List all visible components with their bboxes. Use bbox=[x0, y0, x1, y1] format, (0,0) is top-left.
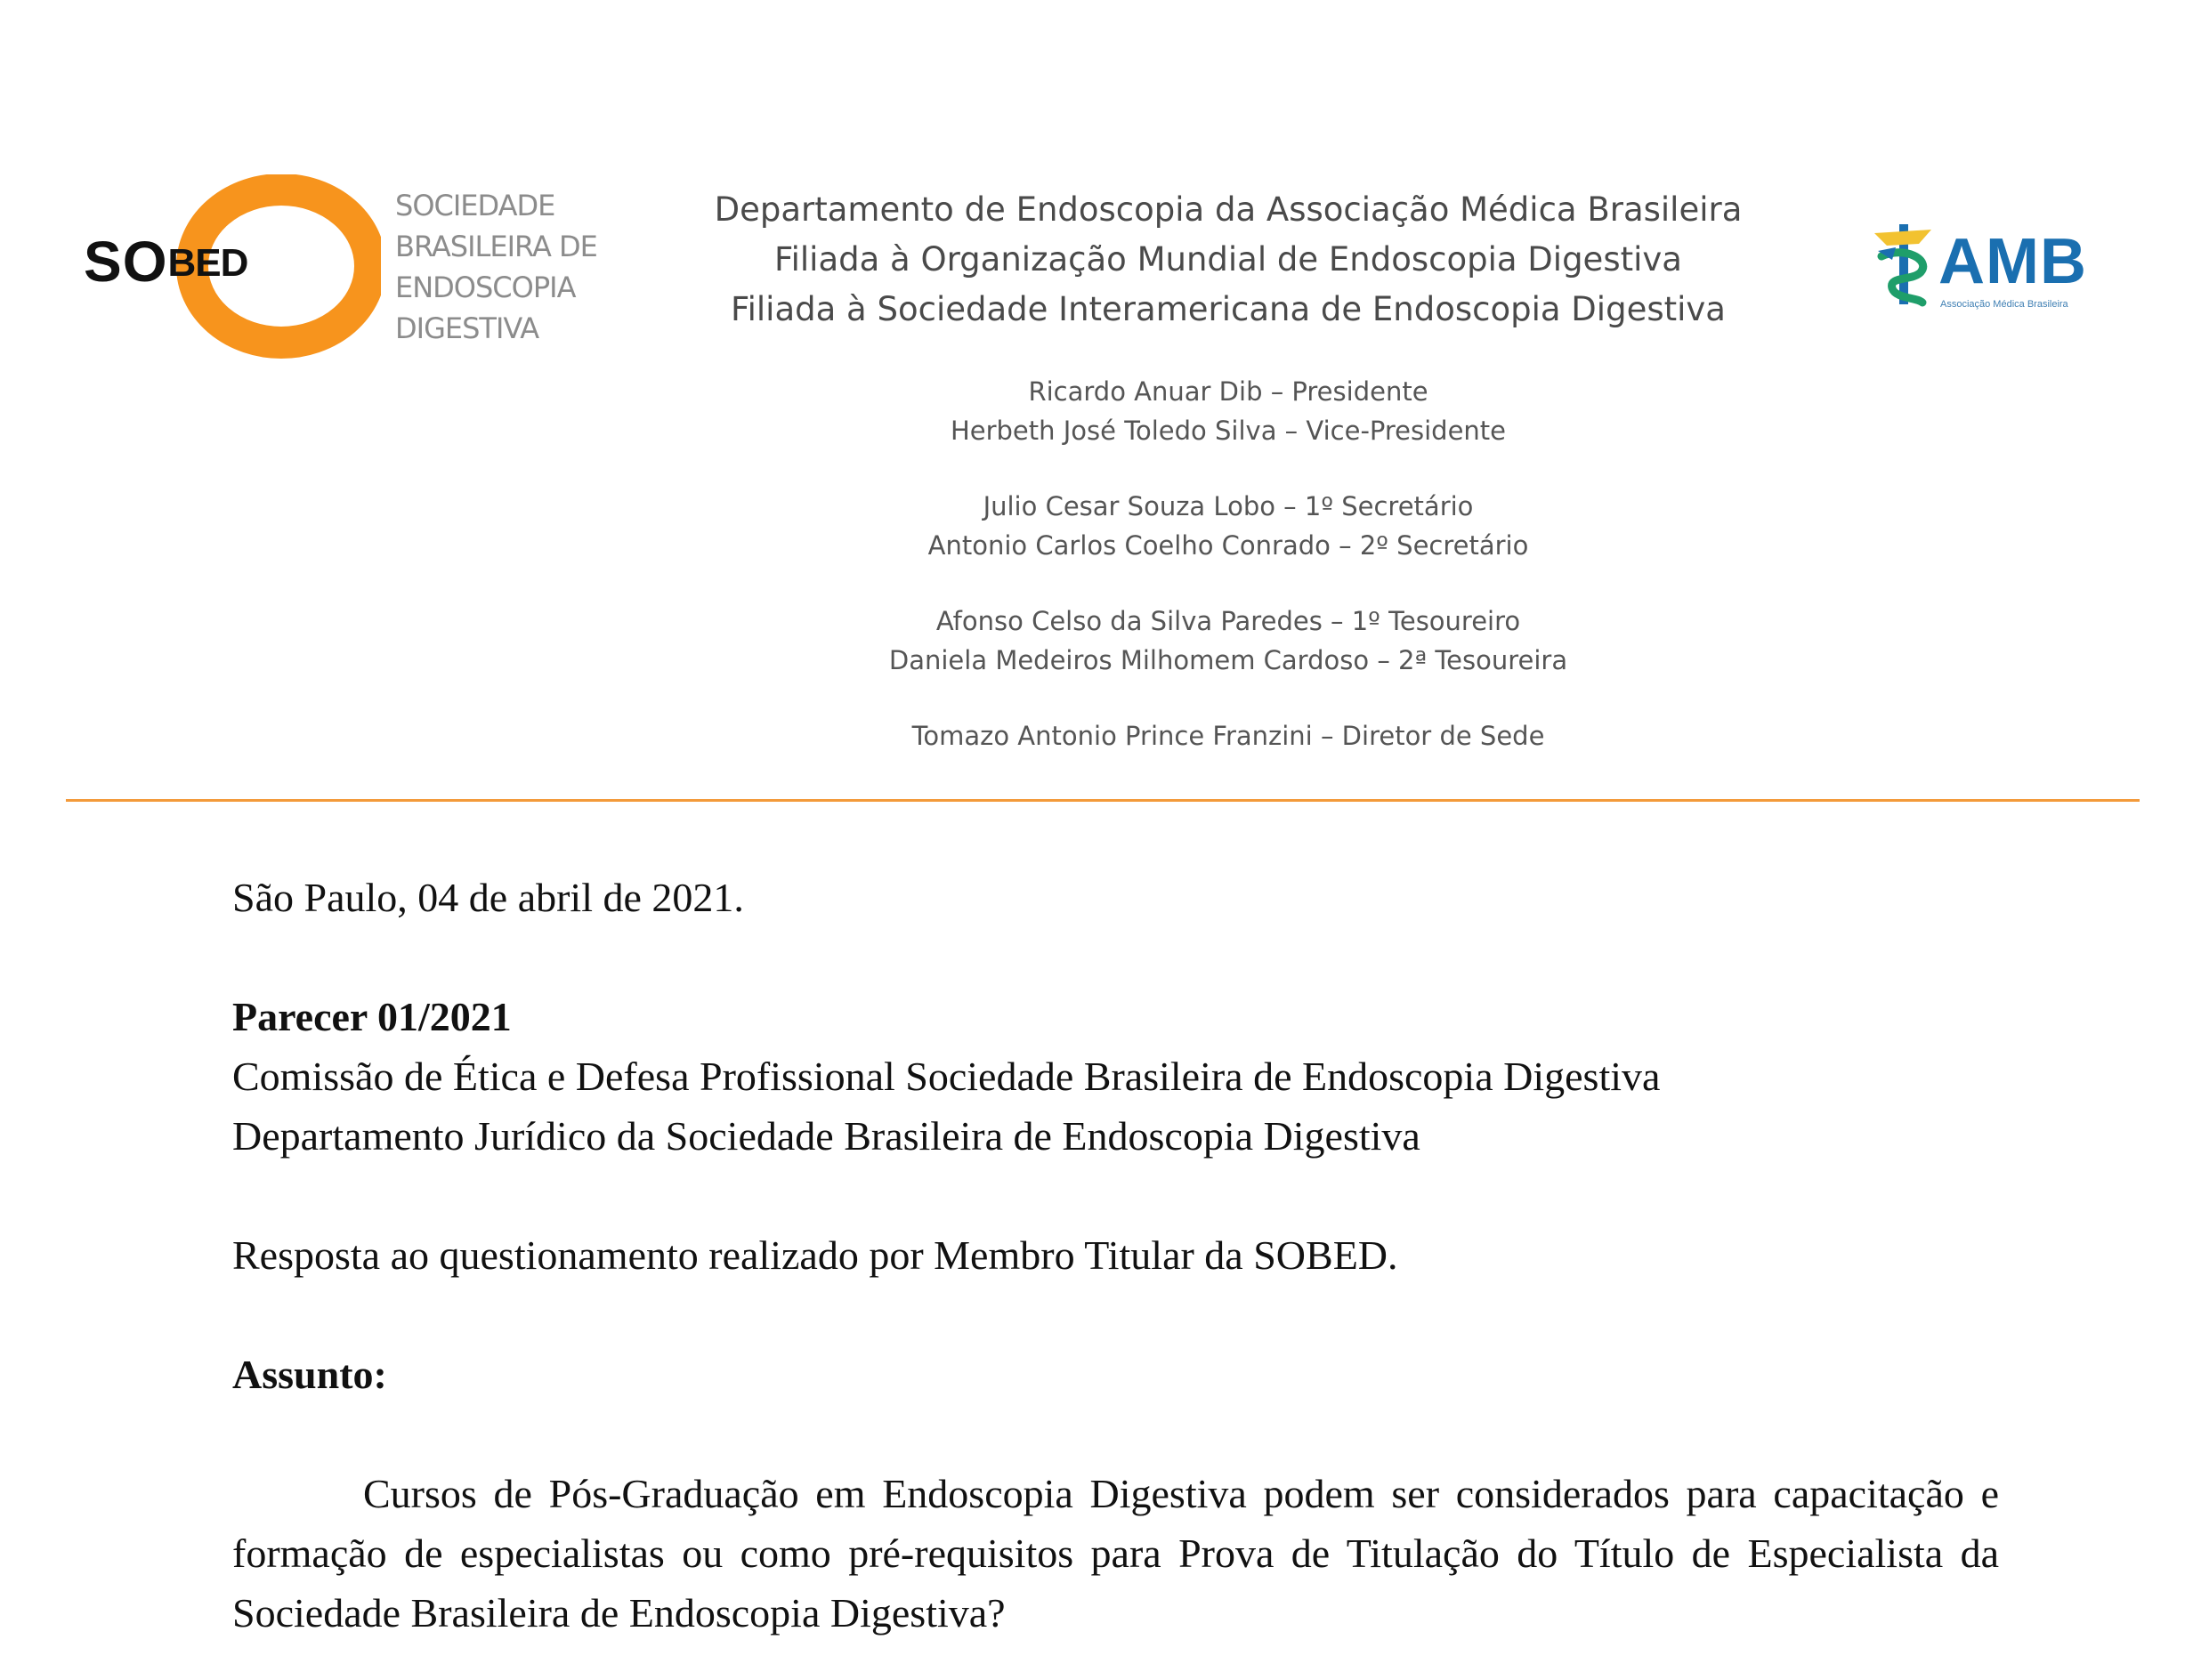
sobed-name-line: SOCIEDADE bbox=[395, 189, 555, 222]
sobed-logo bbox=[78, 174, 630, 361]
sobed-word-main: SO bbox=[84, 230, 168, 294]
department-line: Departamento de Endoscopia da Associação Médica Brasileira bbox=[714, 190, 1743, 229]
sobed-word-small: BED bbox=[167, 241, 248, 285]
letter-body bbox=[232, 868, 1999, 1643]
opinion-title: Parecer 01/2021 bbox=[232, 994, 512, 1039]
board-group-treasurers bbox=[783, 602, 1673, 680]
board-member: Afonso Celso da Silva Paredes – 1º Tesoureiro bbox=[935, 606, 1521, 636]
amb-wordmark: AMB bbox=[1938, 226, 2087, 297]
affiliation-line: Filiada à Organização Mundial de Endoscopia Digestiva bbox=[774, 240, 1682, 279]
sobed-name bbox=[395, 185, 635, 349]
committee-line: Comissão de Ética e Defesa Profissional Sociedade Brasileira de Endoscopia Digestiva bbox=[232, 1054, 1661, 1099]
spacer bbox=[232, 1166, 1999, 1225]
board-member: Herbeth José Toledo Silva – Vice-Presidente bbox=[950, 416, 1507, 446]
spacer bbox=[232, 927, 1999, 987]
board-member: Ricardo Anuar Dib – Presidente bbox=[1028, 376, 1428, 407]
header-divider bbox=[66, 799, 2140, 802]
date-line: São Paulo, 04 de abril de 2021. bbox=[232, 875, 744, 920]
board-group-secretaries bbox=[783, 487, 1673, 565]
board-member: Tomazo Antonio Prince Franzini – Diretor de Sede bbox=[911, 721, 1545, 751]
response-line: Resposta ao questionamento realizado por Membro Titular da SOBED. bbox=[232, 1232, 1398, 1278]
sobed-wordmark bbox=[84, 230, 248, 294]
spacer bbox=[232, 1404, 1999, 1464]
board-member: Daniela Medeiros Milhomem Cardoso – 2ª Tesoureira bbox=[888, 645, 1568, 675]
board-member: Antonio Carlos Coelho Conrado – 2º Secretário bbox=[927, 530, 1529, 561]
legal-department-line: Departamento Jurídico da Sociedade Brasileira de Endoscopia Digestiva bbox=[232, 1113, 1420, 1159]
board-member: Julio Cesar Souza Lobo – 1º Secretário bbox=[983, 491, 1474, 521]
sobed-name-line: ENDOSCOPIA bbox=[395, 271, 576, 304]
subject-paragraph: Cursos de Pós-Graduação em Endoscopia Digestiva podem ser considerados para capacitação e formação de especialistas ou como pré-requisitos para Prova de Titulação do Título de Especialista da Sociedade Brasileira de Endoscopia Digestiva? bbox=[232, 1471, 1999, 1636]
board-group-presidency bbox=[783, 372, 1673, 450]
amb-logo bbox=[1869, 221, 2118, 319]
spacer bbox=[232, 1285, 1999, 1345]
sobed-name-line: BRASILEIRA DE bbox=[395, 230, 597, 263]
affiliation-line: Filiada à Sociedade Interamericana de Endoscopia Digestiva bbox=[731, 290, 1726, 328]
sobed-name-line: DIGESTIVA bbox=[395, 311, 539, 345]
board-group-director bbox=[783, 716, 1673, 755]
board-members bbox=[783, 372, 1673, 792]
amb-subtitle: Associação Médica Brasileira bbox=[1940, 299, 2068, 310]
caduceus-icon bbox=[1869, 221, 1940, 310]
department-heading bbox=[694, 185, 1762, 335]
subject-label: Assunto: bbox=[232, 1352, 387, 1397]
